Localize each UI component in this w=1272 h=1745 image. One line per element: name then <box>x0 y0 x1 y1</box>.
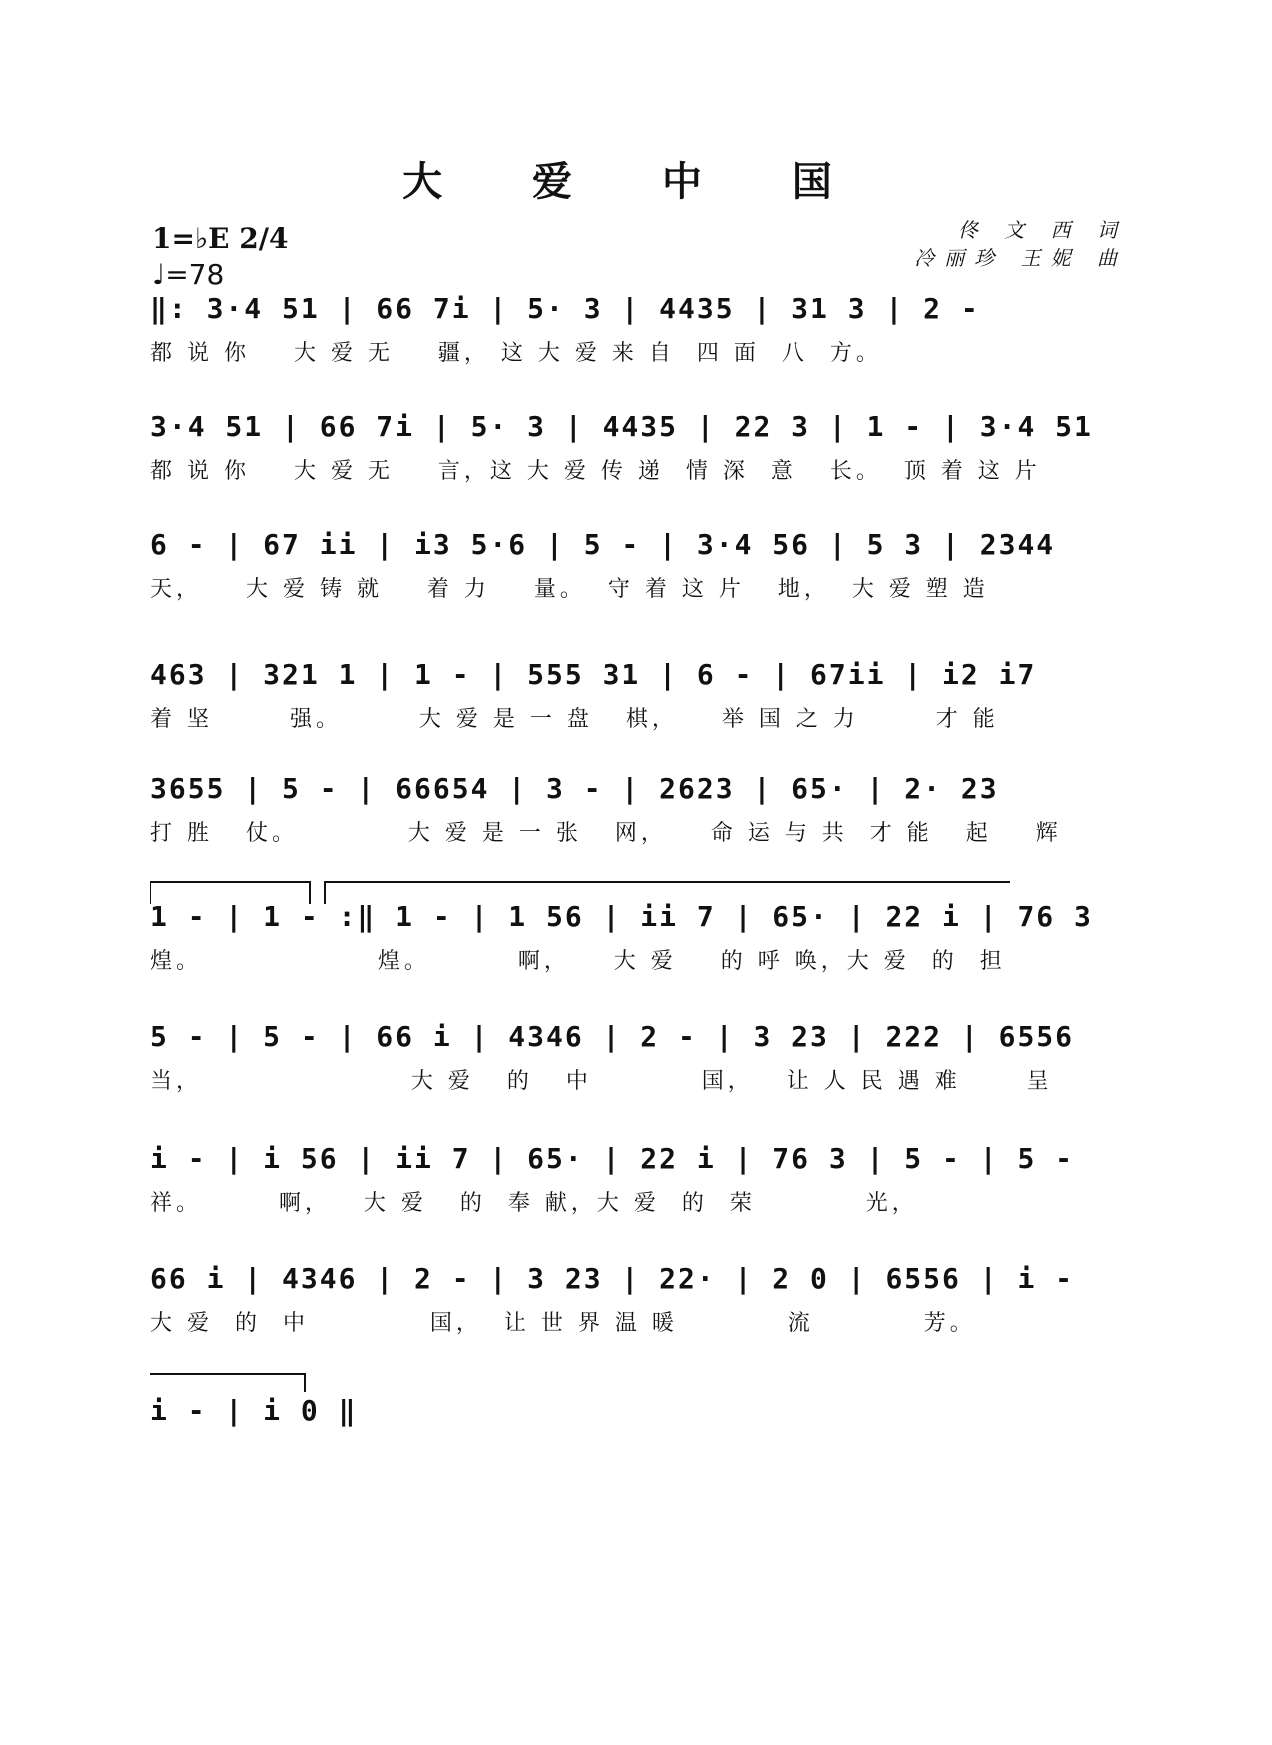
song-title: 大 爱 中 国 <box>402 159 870 205</box>
lyric-line: 祥。 啊， 大 爱 的 奉 献，大 爱 的 荣 光， <box>150 1191 918 1216</box>
lyric-line: 都 说 你 大 爱 无 疆， 这 大 爱 来 自 四 面 八 方。 <box>150 341 882 366</box>
composer-credit: 冷丽珍 王妮 曲 <box>914 246 1127 270</box>
tempo-marking: ♩=78 <box>152 258 225 291</box>
lyric-line: 着 坚 强。 大 爱 是 一 盘 棋， 举 国 之 力 才 能 <box>150 707 999 732</box>
notation-line: 1 - | 1 - :‖ 1 - | 1 56 | ii 7 | 65· | 22 i | 76 3 <box>150 900 1093 933</box>
notation-line: 5 - | 5 - | 66 i | 4346 | 2 - | 3 23 | 222 | 6556 <box>150 1020 1075 1053</box>
lyric-line: 都 说 你 大 爱 无 言，这 大 爱 传 递 情 深 意 长。 顶 着 这 片 <box>150 459 1041 484</box>
notation-line: ‖: 3·4 51 | 66 7i | 5· 3 | 4435 | 31 3 | 2 - <box>150 292 980 325</box>
notation-line: 463 | 321 1 | 1 - | 555 31 | 6 - | 67ii | i2 i7 <box>150 658 1037 691</box>
lyric-line: 打 胜 仗。 大 爱 是 一 张 网， 命 运 与 共 才 能 起 辉 <box>150 821 1062 846</box>
lyric-line: 当， 大 爱 的 中 国， 让 人 民 遇 难 呈 <box>150 1069 1053 1094</box>
notation-line: i - | i 56 | ii 7 | 65· | 22 i | 76 3 | 5 - | 5 - <box>150 1142 1075 1175</box>
lyric-line: 煌。 煌。 啊， 大 爱 的 呼 唤，大 爱 的 担 <box>150 949 1006 974</box>
lyricist-credit: 佟 文 西 词 <box>957 218 1127 242</box>
lyric-line: 大 爱 的 中 国， 让 世 界 温 暖 流 芳。 <box>150 1311 976 1336</box>
notation-line: 3·4 51 | 66 7i | 5· 3 | 4435 | 22 3 | 1 - | 3·4 51 <box>150 410 1093 443</box>
lyric-line: 天， 大 爱 铸 就 着 力 量。 守 着 这 片 地， 大 爱 塑 造 <box>150 577 989 602</box>
notation-line: 6 - | 67 ii | i3 5·6 | 5 - | 3·4 56 | 5 3 | 2344 <box>150 528 1056 561</box>
key-signature: 1=♭E 2/4 <box>152 222 289 255</box>
notation-line: i - | i 0 ‖ <box>150 1394 358 1427</box>
credits <box>914 216 1127 272</box>
notation-line: 3655 | 5 - | 66654 | 3 - | 2623 | 65· | 2· 23 <box>150 772 999 805</box>
notation-line: 66 i | 4346 | 2 - | 3 23 | 22· | 2 0 | 6556 | i - <box>150 1262 1075 1295</box>
